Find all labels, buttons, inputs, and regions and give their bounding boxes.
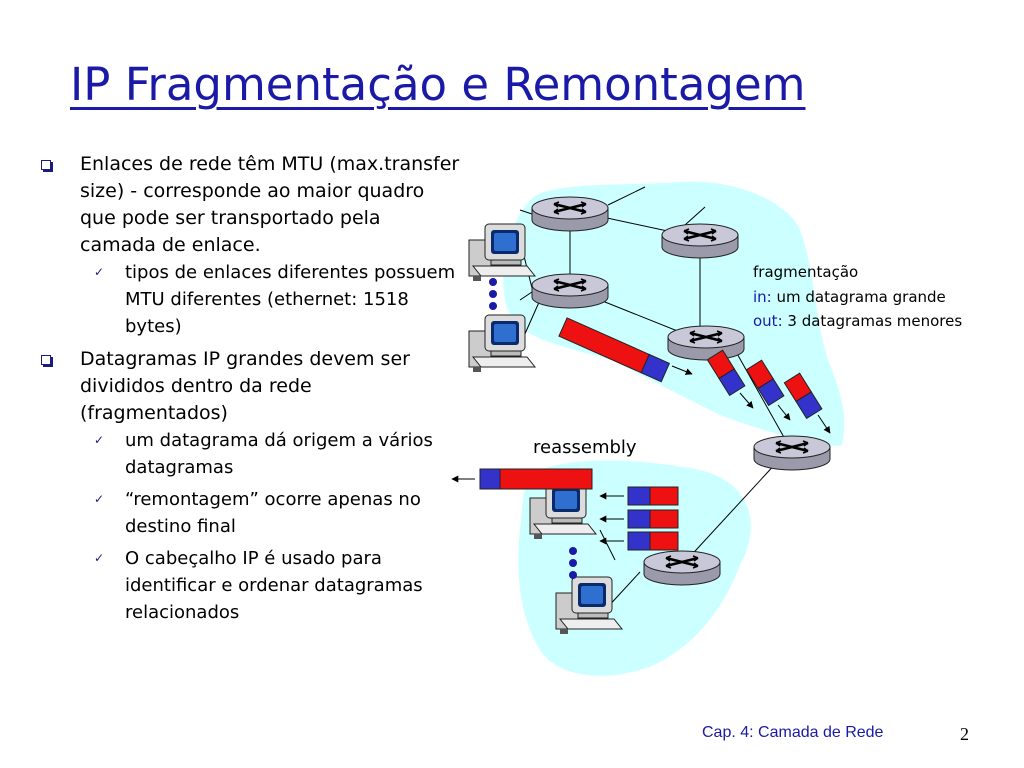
output-description	[753, 311, 962, 331]
router-fragmentation	[668, 326, 744, 360]
reassembly-label: reassembly	[533, 437, 637, 458]
bullet-fragmentation: Datagramas IP grandes devem ser divididos dentro da rede (fragmentados)	[40, 346, 460, 427]
output-text: 3 datagramas menores	[787, 312, 963, 330]
router-lower-right	[754, 436, 830, 470]
input-prefix: in:	[753, 288, 772, 306]
host-bottom	[469, 315, 535, 372]
footer-chapter: Cap. 4: Camada de Rede	[702, 724, 884, 741]
sub-bullet-reassembly: ✓ “remontagem” ocorre apenas no destino final	[40, 486, 460, 540]
sub-bullet-one-to-many: ✓ um datagrama dá origem a vários datagramas	[40, 427, 460, 481]
arriving-fragments	[628, 487, 678, 550]
page-number: 2	[960, 724, 969, 744]
input-text: um datagrama grande	[776, 288, 946, 306]
router-top-right	[662, 224, 738, 258]
router-top-left	[532, 197, 608, 231]
sub-bullet-mtu-types: ✓ tipos de enlaces diferentes possuem MTU diferentes (ethernet: 1518 bytes)	[40, 259, 460, 340]
fragmentation-label: fragmentação	[753, 263, 859, 281]
bullet-mtu: Enlaces de rede têm MTU (max.transfer size) - corresponde ao maior quadro que pode ser transportado pela camada de enlace.	[40, 151, 460, 259]
slide-title: IP Fragmentação e Remontagem	[70, 58, 806, 111]
router-middle-left	[532, 274, 608, 308]
router-destination	[644, 551, 720, 585]
reassembled-datagram	[480, 469, 592, 489]
input-description	[753, 287, 946, 307]
host-top	[469, 224, 535, 281]
output-prefix: out:	[753, 312, 783, 330]
sub-bullet-header: ✓ O cabeçalho IP é usado para identificar e ordenar datagramas relacionados	[40, 545, 460, 626]
